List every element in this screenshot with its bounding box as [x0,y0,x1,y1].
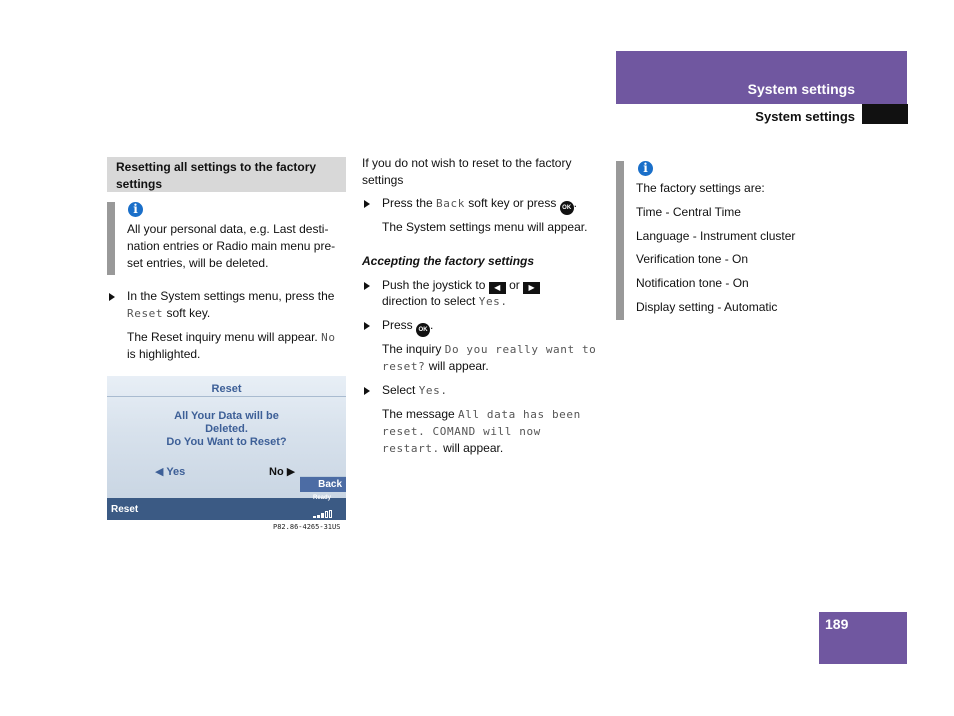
screen-message-line-2: Deleted. [205,423,248,435]
step-press: Press OK . [382,317,433,337]
section-heading: Resetting all settings to the factory settings [107,157,346,192]
ok-button-icon: OK [560,201,574,215]
ok-button-icon: OK [416,323,430,337]
step-joystick [382,277,540,294]
info-icon: i [638,161,653,176]
step1-line2 [127,305,210,322]
accepting-subheading: Accepting the factory settings [362,254,535,268]
step-back-result: The System settings menu will appear. [382,220,588,234]
info-text-line-2: nation entries or Radio main menu pre- [127,239,336,253]
subsection-marker [862,104,908,124]
step1-key: Reset [127,307,164,320]
joystick-left-icon: ◀ [489,282,506,294]
bullet-icon [364,322,370,330]
message-mono-3: restart. [382,442,440,455]
info-bar [107,202,115,275]
step-joystick-line2-text: direction to select [382,294,476,308]
screen-divider [107,396,346,397]
factory-item: Verification tone - On [636,252,749,266]
step-joystick-line2 [382,293,508,310]
message-mono-1: All data has been [458,408,581,421]
select-pre: Select [382,383,416,397]
step-joystick-or: or [509,278,520,292]
step-joystick-pre: Push the joystick to [382,278,486,292]
screen-no-option: No ▶ [269,466,296,478]
factory-item: Time - Central Time [636,205,741,219]
step1-text: In the System settings menu, press the [127,289,335,303]
step-back: Press the Back soft key or press OK . [382,195,577,215]
step-back-mid: soft key or press [468,196,557,210]
inquiry-pre: The inquiry [382,342,442,356]
step-select [382,382,448,399]
result1-line1 [127,329,336,346]
result1-text: The Reset inquiry menu will appear. [127,330,318,344]
message-mono-2: reset. COMAND will now [382,425,541,438]
screen-back-softkey: Back [300,476,346,492]
screen-yes-option: ◀ Yes [155,466,186,478]
info-icon: i [128,202,143,217]
page-number: 189 [825,616,849,632]
page-number-tab [819,612,907,664]
screen-title: Reset [211,383,242,395]
screen-ready-label: Ready [313,495,332,501]
message-suffix: will appear. [443,441,504,455]
inquiry-suffix: will appear. [428,359,489,373]
result1-mono: No [321,331,336,344]
subsection-title: System settings [755,109,855,124]
step1-suffix: soft key. [166,306,211,320]
message-line-2 [382,423,541,440]
factory-item: Notification tone - On [636,276,749,290]
inquiry-mono-1: Do you really want to [444,343,597,356]
step-back-key: Back [436,197,465,210]
factory-item: Display setting - Automatic [636,300,778,314]
reset-screen-figure [107,376,346,520]
bullet-icon [364,387,370,395]
inquiry-line-2 [382,358,489,375]
message-line-1 [382,406,581,423]
info-text-line-3: set entries, will be deleted. [127,256,269,270]
screen-reset-label: Reset [111,504,139,515]
joystick-right-icon: ▶ [523,282,540,294]
bullet-icon [364,282,370,290]
signal-strength-icon [313,504,333,512]
screen-message-line-1: All Your Data will be [174,410,279,422]
step-back-pre: Press the [382,196,433,210]
result1-suffix: is highlighted. [127,347,201,361]
step-press-text: Press [382,318,413,332]
message-line-3 [382,440,503,457]
screen-status-bar [107,495,346,520]
screen-message-line-3: Do You Want to Reset? [166,436,287,448]
factory-item: Language - Instrument cluster [636,229,796,243]
section-title: System settings [747,81,855,97]
factory-intro: The factory settings are: [636,181,765,195]
middle-intro-line-1: If you do not wish to reset to the factory [362,156,572,170]
inquiry-line-1 [382,341,596,358]
step-joystick-value: Yes. [478,295,508,308]
inquiry-mono-2: reset? [382,360,426,373]
info-text-line-1: All your personal data, e.g. Last desti- [127,222,329,236]
section-tab [616,51,907,104]
info-bar [616,161,624,320]
bullet-icon [364,200,370,208]
middle-intro-line-2: settings [362,173,404,187]
figure-caption: P82.86-4265-31US [273,523,341,531]
bullet-icon [109,293,115,301]
message-pre: The message [382,407,455,421]
select-value: Yes. [418,384,448,397]
